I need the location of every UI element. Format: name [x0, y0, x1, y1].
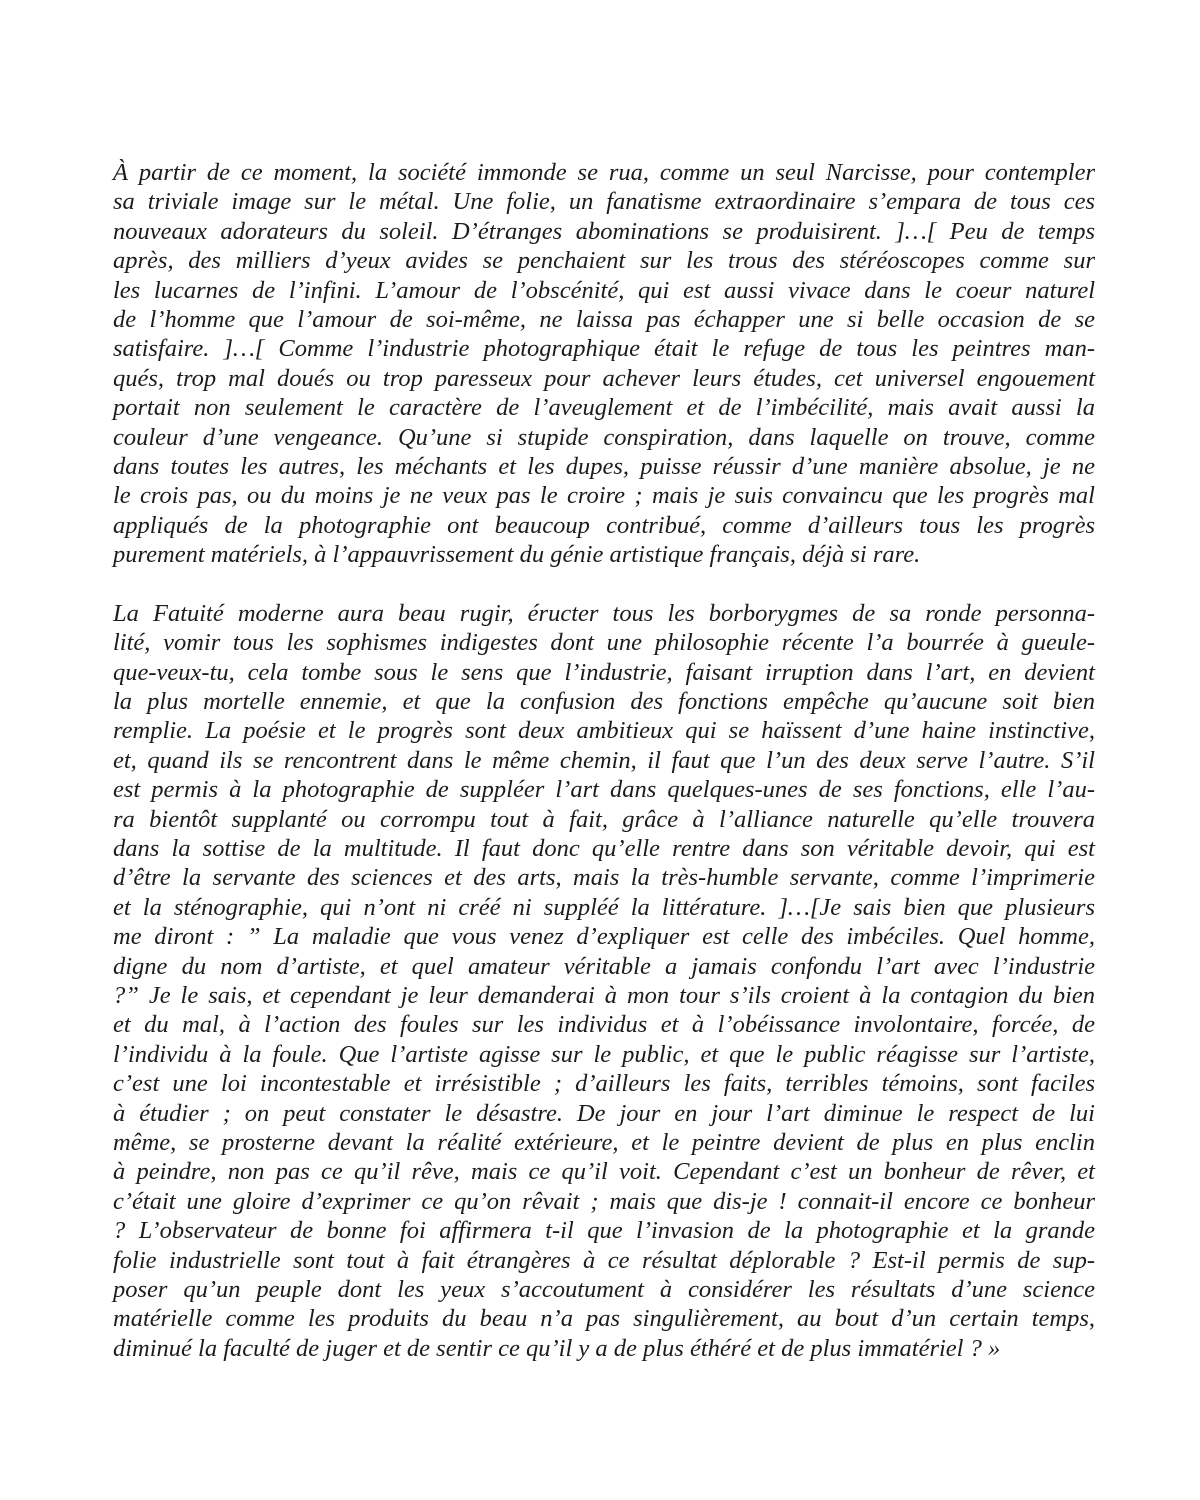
text-line: nouveaux adorateurs du soleil. D’étranges abominations se produisirent. ]…[ Peu de temps [113, 217, 1095, 245]
text-line: couleur d’une vengeance. Qu’une si stupide conspiration, dans laquelle on trouve, comme [113, 423, 1095, 451]
text-line: le crois pas, ou du moins je ne veux pas le croire ; mais je suis convaincu que les progrès mal [113, 482, 1095, 510]
text-line: poser qu’un peuple dont les yeux s’accoutument à considérer les résultats d’une science [113, 1276, 1095, 1304]
text-line: portait non seulement le caractère de l’aveuglement et de l’imbécilité, mais avait aussi la [113, 394, 1095, 422]
text-line: est permis à la photographie de suppléer l’art dans quelques-unes de ses fonctions, elle l’au- [113, 776, 1095, 804]
text-line: matérielle comme les produits du beau n’a pas singulièrement, au bout d’un certain temps, [113, 1305, 1095, 1333]
text-line: dans toutes les autres, les méchants et les dupes, puisse réussir d’une manière absolue, je ne [113, 453, 1095, 481]
paragraph-2 [113, 599, 1095, 1364]
text-line: qués, trop mal doués ou trop paresseux pour achever leurs études, cet universel engouement [113, 364, 1095, 392]
text-line: diminué la faculté de juger et de sentir ce qu’il y a de plus éthéré et de plus immatériel ? » [113, 1334, 1001, 1362]
text-line: À partir de ce moment, la société immonde se rua, comme un seul Narcisse, pour contempler [113, 159, 1095, 186]
text-line: appliqués de la photographie ont beaucoup contribué, comme d’ailleurs tous les progrès [113, 511, 1095, 539]
text-line: la plus mortelle ennemie, et que la confusion des fonctions empêche qu’aucune soit bien [113, 687, 1095, 715]
text-line: ra bientôt supplanté ou corrompu tout à fait, grâce à l’alliance naturelle qu’elle trouvera [113, 805, 1095, 833]
text-line: dans la sottise de la multitude. Il faut donc qu’elle rentre dans son véritable devoir, qui est [113, 834, 1095, 862]
text-line: d’être la servante des sciences et des arts, mais la très-humble servante, comme l’imprimerie [113, 864, 1095, 892]
text-line: et la sténographie, qui n’ont ni créé ni suppléé la littérature. ]…[Je sais bien que plusieurs [113, 893, 1095, 921]
text-line: et du mal, à l’action des foules sur les individus et à l’obéissance involontaire, forcée, de [113, 1011, 1095, 1039]
text-line: sa triviale image sur le métal. Une folie, un fanatisme extraordinaire s’empara de tous ces [113, 188, 1095, 216]
text-line: remplie. La poésie et le progrès sont deux ambitieux qui se haïssent d’une haine instinctive, [113, 717, 1095, 745]
text-line: les lucarnes de l’infini. L’amour de l’obscénité, qui est aussi vivace dans le coeur naturel [113, 276, 1095, 304]
text-line: à étudier ; on peut constater le désastre. De jour en jour l’art diminue le respect de lui [113, 1099, 1095, 1127]
text-line: de l’homme que l’amour de soi-même, ne laissa pas échapper une si belle occasion de se [113, 306, 1095, 334]
text-line: digne du nom d’artiste, et quel amateur véritable a jamais confondu l’art avec l’industrie [113, 952, 1095, 980]
text-line: que-veux-tu, cela tombe sous le sens que l’industrie, faisant irruption dans l’art, en devient [113, 658, 1095, 686]
text-line: La Fatuité moderne aura beau rugir, éructer tous les borborygmes de sa ronde personna- [113, 599, 1095, 627]
paragraph-1 [113, 158, 1095, 570]
text-line: ?” Je le sais, et cependant je leur demanderai à mon tour s’ils croient à la contagion du bien [113, 981, 1095, 1009]
text-line: ? L’observateur de bonne foi affirmera t-il que l’invasion de la photographie et la grande [113, 1217, 1095, 1245]
text-line: à peindre, non pas ce qu’il rêve, mais ce qu’il voit. Cependant c’est un bonheur de rêver, et [113, 1158, 1095, 1186]
text-line: me diront : ” La maladie que vous venez d’expliquer est celle des imbéciles. Quel homme, [113, 923, 1095, 951]
text-line: c’est une loi incontestable et irrésistible ; d’ailleurs les faits, terribles témoins, sont faciles [113, 1070, 1095, 1098]
text-page [113, 158, 1095, 1363]
text-line: purement matériels, à l’appauvrissement du génie artistique français, déjà si rare. [113, 541, 921, 569]
text-line: l’individu à la foule. Que l’artiste agisse sur le public, et que le public réagisse sur l’artiste, [113, 1040, 1095, 1068]
text-line: après, des milliers d’yeux avides se penchaient sur les trous des stéréoscopes comme sur [113, 247, 1095, 275]
text-line: satisfaire. ]…[ Comme l’industrie photographique était le refuge de tous les peintres man- [113, 335, 1095, 363]
text-line: c’était une gloire d’exprimer ce qu’on rêvait ; mais que dis-je ! connait-il encore ce bonheur [113, 1187, 1095, 1215]
text-line: même, se prosterne devant la réalité extérieure, et le peintre devient de plus en plus enclin [113, 1129, 1095, 1156]
text-line: et, quand ils se rencontrent dans le même chemin, il faut que l’un des deux serve l’autre. S’il [113, 746, 1095, 774]
text-line: lité, vomir tous les sophismes indigestes dont une philosophie récente l’a bourrée à gueule- [113, 629, 1095, 657]
text-line: folie industrielle sont tout à fait étrangères à ce résultat déplorable ? Est-il permis de sup- [113, 1246, 1095, 1274]
